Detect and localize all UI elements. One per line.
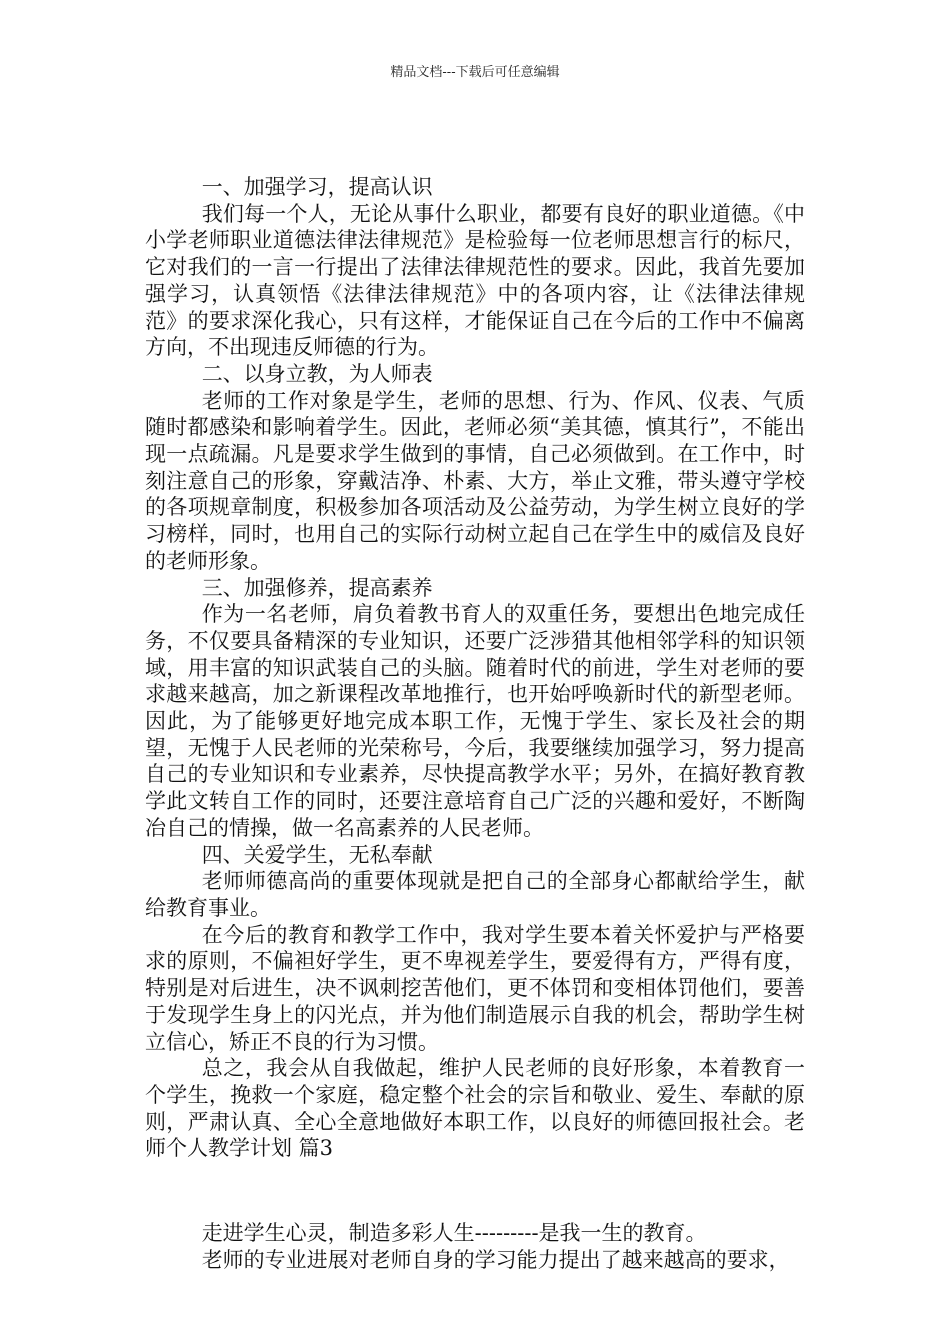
heading-section-2: 二、以身立教，为人师表 [201,361,433,386]
section-gap [145,1162,805,1220]
paragraph: 老师师德高尚的重要体现就是把自己的全部身心都献给学生，献给教育事业。 [145,869,805,920]
page-header: 精品文档---下载后可任意编辑 [390,65,560,80]
paragraph: 老师的工作对象是学生，老师的思想、行为、作风、仪表、气质随时都感染和影响着学生。因此，老师必须“美其德，慎其行”，不能出现一点疏漏。凡是要求学生做到的事情，自己必须做到。在工作中，时刻注意自己的形象，穿戴洁净、朴素、大方，举止文雅，带头遵守学校的各项规章制度，积极参加各项活动及公益劳动，为学生树立良好的学习榜样，同时，也用自己的实际行动树立起自己在学生中的威信及良好的老师形象。 [145,388,805,573]
paragraph: 我们每一个人，无论从事什么职业，都要有良好的职业道德。《中小学老师职业道德法律法律规范》是检验每一位老师思想言行的标尺，它对我们的一言一行提出了法律法律规范性的要求。因此，我首先要加强学习，认真领悟《法律法律规范》中的各项内容，让《法律法律规范》的要求深化我心，只有这样，才能保证自己在今后的工作中不偏离方向，不出现违反师德的行为。 [145,201,805,360]
document-body [145,174,805,1273]
paragraph: 作为一名老师，肩负着教书育人的双重任务，要想出色地完成任务，不仅要具备精深的专业知识，还要广泛涉猎其他相邻学科的知识领域，用丰富的知识武装自己的头脑。随着时代的前进，学生对老师的要求越来越高，加之新课程改革地推行，也开始呼唤新时代的新型老师。因此，为了能够更好地完成本职工作，无愧于学生、家长及社会的期望，无愧于人民老师的光荣称号，今后，我要继续加强学习，努力提高自己的专业知识和专业素养，尽快提高教学水平；另外，在搞好教育教学此文转自工作的同时，还要注意培育自己广泛的兴趣和爱好，不断陶冶自己的情操，做一名高素养的人民老师。 [145,602,805,840]
paragraph: 总之，我会从自我做起，维护人民老师的良好形象，本着教育一个学生，挽救一个家庭，稳定整个社会的宗旨和敬业、爱生、奉献的原则，严肃认真、全心全意地做好本职工作，以良好的师德回报社会。老师个人教学计划 篇3 [145,1056,805,1161]
continuation-line: 老师的专业进展对老师自身的学习能力提出了越来越高的要求， [201,1247,790,1272]
paragraph: 在今后的教育和教学工作中，我对学生要本着关怀爱护与严格要求的原则，不偏袒好学生，更不卑视差学生，要爱得有方，严得有度，特别是对后进生，决不讽刺挖苦他们，更不体罚和变相体罚他们，要善于发现学生身上的闪光点，并为他们制造展示自我的机会，帮助学生树立信心，矫正不良的行为习惯。 [145,922,805,1054]
continuation-line: 走进学生心灵，制造多彩人生---------是我一生的教育。 [201,1221,707,1246]
heading-section-1: 一、加强学习，提高认识 [201,175,433,199]
heading-section-3: 三、加强修养，提高素养 [201,575,433,600]
heading-section-4: 四、关爱学生，无私奉献 [201,842,433,867]
